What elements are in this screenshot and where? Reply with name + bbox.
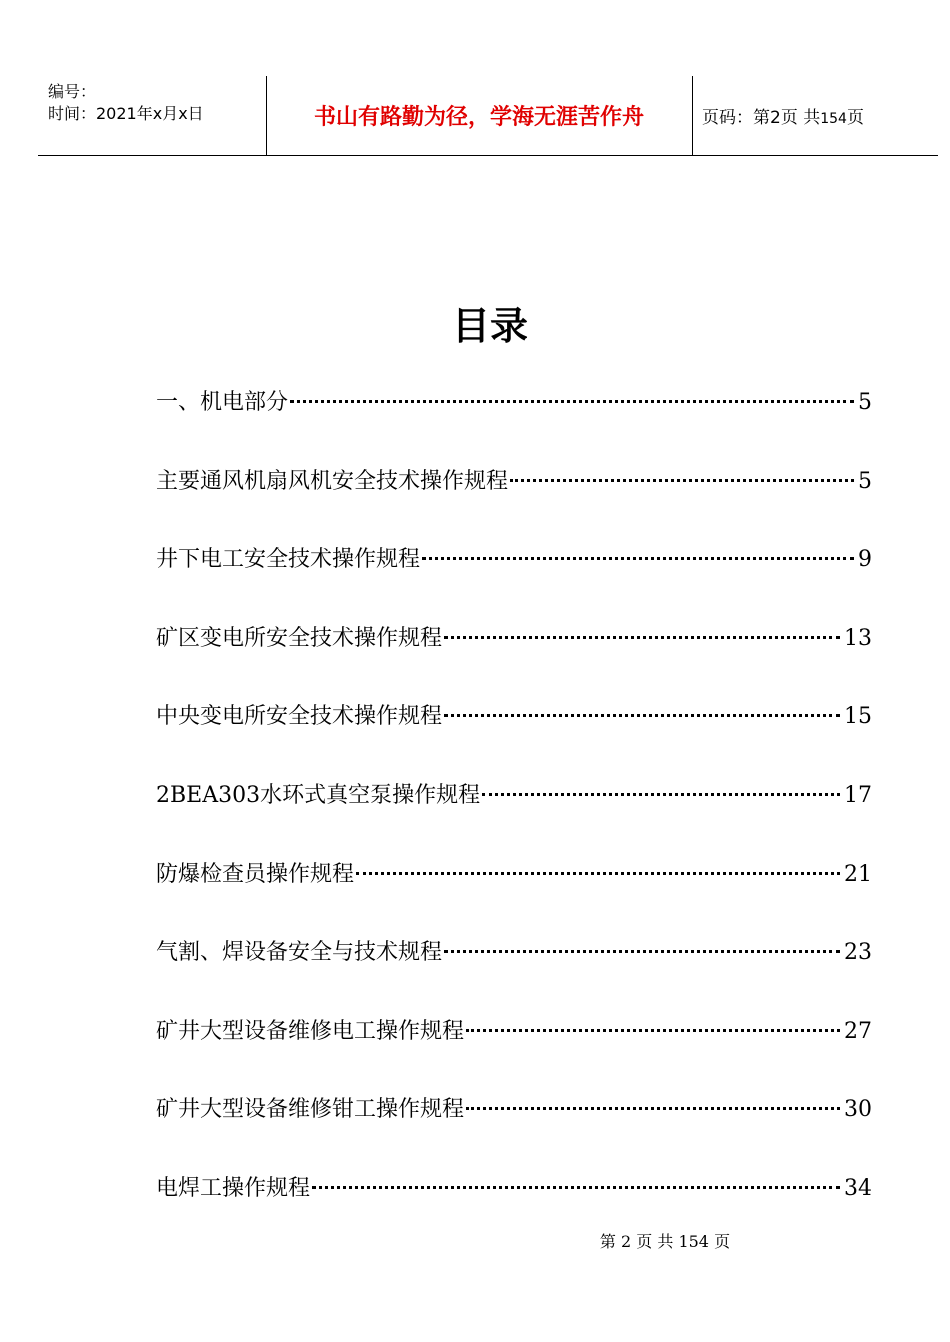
page-header xyxy=(38,76,938,156)
toc-entry-text: 一、机电部分 xyxy=(156,390,289,415)
toc-entry-page: 17 xyxy=(844,782,872,808)
toc-entry[interactable] xyxy=(156,859,872,938)
toc-entry[interactable] xyxy=(156,780,872,859)
toc-entry-page: 30 xyxy=(844,1097,872,1123)
toc-entry-text: 主要通风机扇风机安全技术操作规程 xyxy=(156,468,509,494)
toc-dot-leader xyxy=(482,793,840,796)
toc-entry[interactable] xyxy=(156,544,872,623)
toc-entry-text: 中央变电所安全技术操作规程 xyxy=(156,704,443,730)
toc-entry-page: 23 xyxy=(844,940,872,966)
header-page-number xyxy=(702,107,864,130)
toc-entry-page: 5 xyxy=(858,390,872,415)
toc-entry-text: 矿井大型设备维修电工操作规程 xyxy=(156,1018,465,1044)
toc-entry-text: 矿井大型设备维修钳工操作规程 xyxy=(156,1097,465,1123)
toc-entry-page: 9 xyxy=(858,547,872,573)
page-middle: 页 共 xyxy=(780,108,821,128)
document-number-label: 编号： xyxy=(48,82,97,101)
toc-entry-page: 13 xyxy=(844,625,872,651)
document-time-label: 时间：2021年x月x日 xyxy=(48,104,204,123)
toc-dot-leader xyxy=(312,1186,840,1189)
toc-entry-page: 27 xyxy=(844,1018,872,1044)
toc-entry[interactable] xyxy=(156,1016,872,1095)
toc-dot-leader xyxy=(466,1107,840,1110)
toc-entry-page: 21 xyxy=(844,861,872,887)
toc-dot-leader xyxy=(356,872,840,875)
page-current: 2 xyxy=(770,108,781,128)
toc-entry[interactable] xyxy=(156,937,872,1016)
toc-list xyxy=(156,387,872,1252)
header-motto-cell xyxy=(266,76,693,155)
toc-dot-leader xyxy=(422,557,854,560)
toc-entry[interactable] xyxy=(156,387,872,466)
header-meta-cell xyxy=(38,76,267,155)
toc-entry-text: 气割、焊设备安全与技术规程 xyxy=(156,940,443,966)
toc-entry-text: 防爆检查员操作规程 xyxy=(156,861,355,887)
header-motto: 书山有路勤为径，学海无涯苦作舟 xyxy=(313,104,644,130)
toc-entry-text: 矿区变电所安全技术操作规程 xyxy=(156,625,443,651)
toc-entry[interactable] xyxy=(156,1094,872,1173)
toc-dot-leader xyxy=(444,714,840,717)
toc-dot-leader xyxy=(510,479,854,482)
toc-entry[interactable] xyxy=(156,701,872,780)
toc-dot-leader xyxy=(466,1029,840,1032)
toc-entry-text: 井下电工安全技术操作规程 xyxy=(156,547,421,573)
toc-entry-text: 电焊工操作规程 xyxy=(156,1175,311,1201)
toc-dot-leader xyxy=(444,636,840,639)
toc-dot-leader xyxy=(444,950,840,953)
page-total: 154 xyxy=(820,111,847,127)
toc-entry-page: 34 xyxy=(844,1175,872,1201)
toc-title: 目录 xyxy=(451,303,528,348)
page-prefix: 页码：第 xyxy=(702,108,770,128)
page-suffix: 页 xyxy=(846,108,864,128)
page-footer: 第 2 页 共 154 页 xyxy=(599,1232,731,1251)
toc-entry[interactable] xyxy=(156,466,872,545)
header-page-cell xyxy=(692,76,938,155)
toc-entry[interactable] xyxy=(156,623,872,702)
toc-entry-page: 5 xyxy=(858,468,872,494)
toc-dot-leader xyxy=(290,400,854,403)
toc-entry-text: 2BEA303水环式真空泵操作规程 xyxy=(156,782,481,808)
toc-entry-page: 15 xyxy=(844,704,872,730)
